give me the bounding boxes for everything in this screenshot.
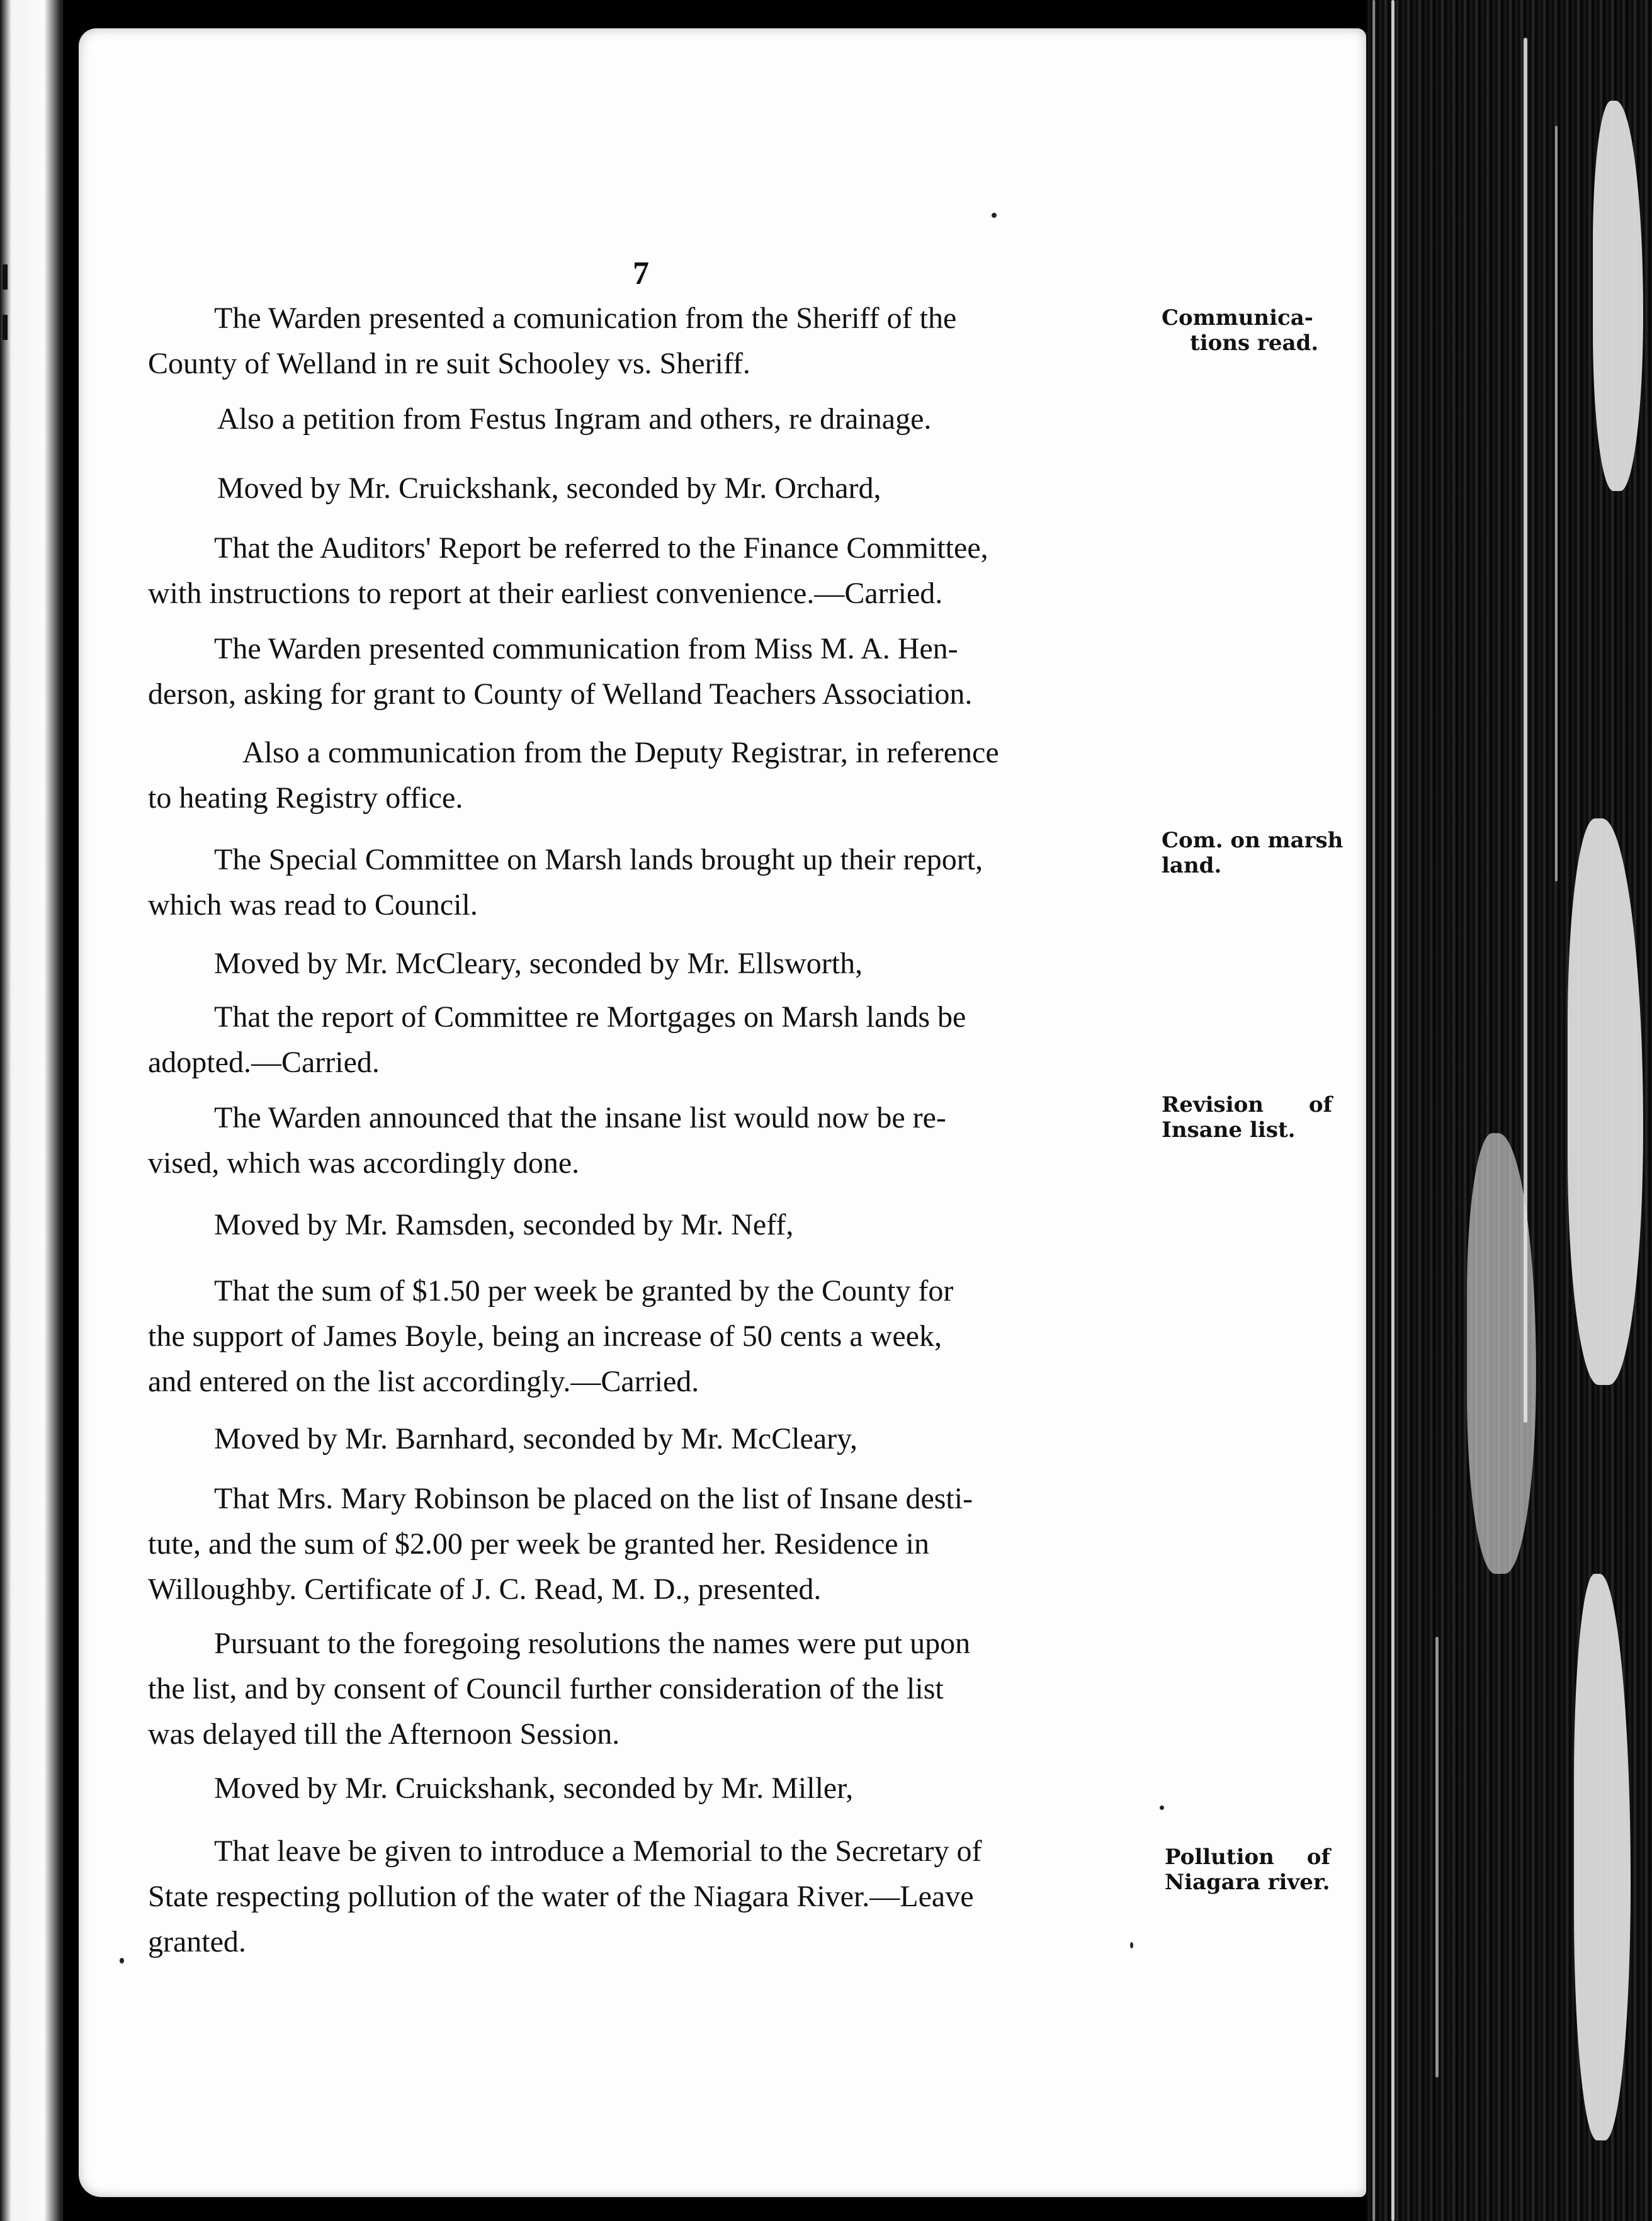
text-line: with instructions to report at their earliest convenience.—Carried. [148, 577, 943, 610]
scan-mark [3, 315, 8, 340]
side-note-line: Revision of [1162, 1092, 1333, 1117]
scan-mark [3, 264, 8, 290]
text-line: The Warden presented a comunication from the Sheriff of the [214, 302, 957, 335]
side-note [1162, 305, 1318, 356]
text-line: derson, asking for grant to County of Welland Teachers Association. [148, 677, 973, 711]
paragraph [148, 1095, 1143, 1186]
side-note [1165, 1845, 1330, 1895]
text-line: The Special Committee on Marsh lands brought up their report, [214, 843, 983, 876]
side-note-line: Insane list. [1162, 1117, 1296, 1143]
paragraph [148, 296, 1143, 387]
text-line: and entered on the list accordingly.—Carried. [148, 1365, 699, 1398]
page-number: 7 [633, 256, 649, 291]
paragraph [148, 466, 1143, 511]
paragraph [148, 1766, 1143, 1811]
text-line: to heating Registry office. [148, 781, 463, 815]
side-note-line: Communica- [1162, 305, 1313, 331]
text-line: The Warden presented communication from Miss M. A. Hen- [214, 632, 958, 665]
text-line: Also a petition from Festus Ingram and others, re drainage. [217, 402, 932, 436]
side-note [1162, 1092, 1332, 1143]
text-line: the support of James Boyle, being an increase of 50 cents a week, [148, 1320, 942, 1353]
text-line: which was read to Council. [148, 888, 478, 922]
text-line: tute, and the sum of $2.00 per week be granted her. Residence in [148, 1527, 929, 1561]
book-binding-edge [1366, 0, 1652, 2221]
text-line: That leave be given to introduce a Memorial to the Secretary of [214, 1834, 982, 1868]
paragraph [148, 526, 1143, 616]
paragraph [148, 730, 1143, 821]
text-line: The Warden announced that the insane list would now be re- [214, 1101, 946, 1134]
side-note-line: Niagara river. [1165, 1870, 1330, 1895]
text-line: That the sum of $1.50 per week be granted by the County for [214, 1274, 954, 1308]
text-line: Also a communication from the Deputy Registrar, in reference [242, 736, 999, 769]
paragraph [148, 1202, 1143, 1248]
paragraph [148, 1829, 1143, 1965]
paragraph [148, 1621, 1143, 1757]
paragraph [148, 995, 1143, 1085]
text-line: That Mrs. Mary Robinson be placed on the list of Insane desti- [214, 1482, 973, 1515]
side-note-line: land. [1162, 853, 1222, 878]
text-line: adopted.—Carried. [148, 1046, 380, 1079]
text-line: Willoughby. Certificate of J. C. Read, M. D., presented. [148, 1573, 822, 1606]
side-note-line: tions read. [1190, 331, 1319, 356]
paragraph [148, 1476, 1143, 1612]
text-line: granted. [148, 1925, 246, 1958]
paragraph [148, 626, 1143, 717]
scan-speck [1130, 1942, 1133, 1948]
text-line: the list, and by consent of Council further consideration of the list [148, 1672, 944, 1705]
adjacent-page-edge [0, 0, 63, 2221]
text-line: That the report of Committee re Mortgages on Marsh lands be [214, 1000, 966, 1034]
paragraph [148, 941, 1143, 986]
paragraph [148, 397, 1143, 442]
text-line: That the Auditors' Report be referred to the Finance Committee, [214, 531, 988, 565]
text-line: was delayed till the Afternoon Session. [148, 1717, 620, 1751]
side-note-line: Com. on marsh [1162, 828, 1344, 853]
text-line: County of Welland in re suit Schooley vs. Sheriff. [148, 347, 750, 380]
text-line: Moved by Mr. Cruickshank, seconded by Mr. Miller, [214, 1772, 854, 1805]
text-line: State respecting pollution of the water of the Niagara River.—Leave [148, 1880, 974, 1913]
scan-speck [1160, 1806, 1164, 1810]
side-note-line: Pollution of [1165, 1845, 1331, 1870]
side-note [1162, 828, 1343, 878]
text-line: Moved by Mr. Cruickshank, seconded by Mr. Orchard, [217, 472, 881, 505]
text-line: Moved by Mr. Barnhard, seconded by Mr. McCleary, [214, 1422, 858, 1455]
text-line: Moved by Mr. McCleary, seconded by Mr. Ellsworth, [214, 947, 863, 980]
paragraph [148, 837, 1143, 928]
scan-speck [120, 1958, 124, 1964]
paragraph [148, 1269, 1143, 1404]
text-line: Moved by Mr. Ramsden, seconded by Mr. Neff, [214, 1208, 794, 1241]
scan-speck [992, 213, 997, 218]
text-line: vised, which was accordingly done. [148, 1146, 580, 1180]
paragraph [148, 1416, 1143, 1462]
text-line: Pursuant to the foregoing resolutions the names were put upon [214, 1627, 971, 1660]
